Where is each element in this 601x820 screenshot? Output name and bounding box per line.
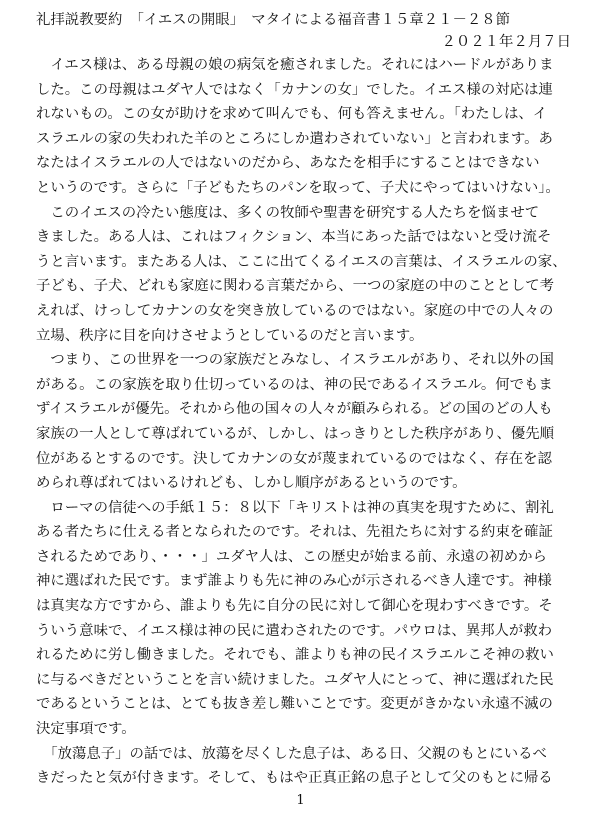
text-line: れるために労し働きました。それでも、誰よりも神の民イスラエルこそ神の救い: [36, 647, 554, 664]
text-line: きました。ある人は、これはフィクション、本当にあった話ではないと受け流そ: [36, 229, 552, 246]
text-line: れないもの。この女が助けを求めて叫んでも、何も答えません。「わたしは、イ: [36, 106, 548, 123]
text-line: というのです。さらに「子どもたちのパンを取って、子犬にやってはいけない」。: [36, 179, 560, 196]
text-line: した。この母親はユダヤ人ではなく「カナンの女」でした。イエス様の対応は連: [36, 81, 553, 98]
text-line: なたはイスラエルの人ではないのだから、あなたを相手にすることはできない: [36, 155, 540, 172]
text-line: このイエスの冷たい態度は、多くの牧師や聖書を研究する人たちを悩ませて: [36, 204, 540, 221]
page-number: 1: [296, 793, 305, 808]
sermon-body: [36, 53, 576, 791]
text-line: ういう意味で、イエス様は神の民に遣わされたのです。パウロは、異邦人が救わ: [36, 622, 553, 639]
text-line: がある。この家族を取り仕切っているのは、神の民であるイスラエル。何でもま: [36, 376, 553, 393]
text-line: 神に選ばれた民です。まず誰よりも先に神のみ心が示されるべき人達です。神様: [36, 573, 552, 590]
text-line: つまり、この世界を一つの家族だとみなし、イスラエルがあり、それ以外の国: [36, 352, 554, 369]
text-line: イエス様は、ある母親の娘の病気を癒されました。それにはハードルがありま: [36, 57, 554, 73]
text-line: えれば、けっしてカナンの女を突き放しているのではない。家庭の中での人々の: [36, 302, 554, 319]
text-line: ずイスラエルが優先。それから他の国々の人々が顧みられる。どの国のどの人も: [36, 401, 553, 418]
text-line: 位があるとするのです。決してカナンの女が蔑まれているのではなく、存在を認: [36, 450, 552, 467]
document-header: 礼拝説教要約 「イエスの開眼」 マタイによる福音書１５章２１－２８節: [36, 12, 511, 28]
text-line: であるということは、とても抜き差し難いことです。変更がきかない永遠不滅の: [36, 696, 553, 713]
text-line: 「放蕩息子」の話では、放蕩を尽くした息子は、ある日、父親のもとにいるべ: [36, 745, 547, 762]
text-line: は真実な方ですから、誰よりも先に自分の民に対して御心を現わすべきです。そ: [36, 598, 553, 615]
text-line: 決定事項です。: [36, 721, 136, 738]
text-line: 立場、秩序に目を向けさせようとしているのだと言います。: [36, 327, 424, 344]
document-date: ２０２１年２月７日: [441, 34, 571, 50]
text-line: きだったと気が付きます。そして、もはや正真正銘の息子として父のもとに帰る: [36, 770, 553, 787]
text-line: ローマの信徒への手紙１５：８以下「キリストは神の真実を現すために、割礼: [36, 499, 554, 516]
text-line: められ尊ばれてはいるけれども、しかし順序があるというのです。: [36, 475, 467, 492]
text-line: されるためであり、・・・」ユダヤ人は、この歴史が始まる前、永遠の初めから: [36, 548, 547, 565]
text-line: ある者たちに仕える者となられたのです。それは、先祖たちに対する約束を確証: [36, 524, 553, 541]
text-line: 家族の一人として尊ばれているが、しかし、はっきりとした秩序があり、優先順: [36, 425, 555, 442]
text-line: に与るべきだということを言い続けました。ユダヤ人にとって、神に選ばれた民: [36, 671, 554, 688]
text-line: スラエルの家の失われた羊のところにしか遣わされていない」と言われます。あ: [36, 130, 553, 147]
text-line: 子ども、子犬、どれも家庭に関わる言葉だから、一つの家庭の中のこととして考: [36, 278, 555, 295]
text-line: うと言います。またある人は、ここに出てくるイエスの言葉は、イスラエルの家、: [36, 253, 567, 270]
